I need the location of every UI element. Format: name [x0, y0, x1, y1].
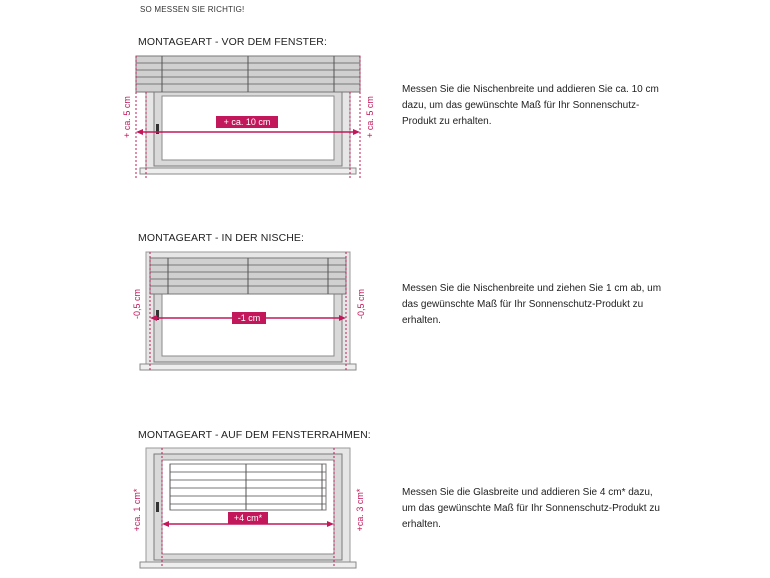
window-sill: [140, 168, 356, 174]
width-label: +4 cm*: [233, 513, 263, 523]
blind-slats: [170, 464, 326, 510]
description-auf-dem-fensterrahmen: Messen Sie die Glasbreite und addieren Sie 4 cm* dazu, um das gewünschte Maß für Ihr Sonnenschutz-Produkt zu erhalten.: [402, 487, 660, 530]
width-label: + ca. 10 cm: [223, 117, 271, 127]
left-label: -0,5 cm: [132, 288, 142, 320]
width-label: -1 cm: [237, 313, 261, 323]
section-title-auf-dem-fensterrahmen: MONTAGEART - AUF DEM FENSTERRAHMEN:: [138, 429, 371, 441]
description-vor-dem-fenster: Messen Sie die Nischenbreite und addieren Sie ca. 10 cm dazu, um das gewünschte Maß für Ihr Sonnenschutz-Produkt zu erhalten.: [402, 84, 659, 127]
diagram-in-der-nische: [110, 248, 380, 380]
diagram-vor-dem-fenster: [110, 50, 380, 185]
blind-slats: [136, 56, 360, 92]
description-in-der-nische: Messen Sie die Nischenbreite und ziehen Sie 1 cm ab, um das gewünschte Maß für Ihr Sonnenschutz-Produkt zu erhalten.: [402, 283, 662, 326]
section-title-vor-dem-fenster: MONTAGEART - VOR DEM FENSTER:: [138, 36, 327, 48]
window-sill: [140, 364, 356, 370]
right-label: +ca. 3 cm*: [355, 488, 365, 532]
blind-slats: [150, 258, 346, 294]
left-label: + ca. 5 cm: [122, 96, 132, 138]
window-glass: [162, 294, 334, 356]
window-sill: [140, 562, 356, 568]
right-label: + ca. 5 cm: [365, 96, 375, 138]
left-label: +ca. 1 cm*: [132, 488, 142, 532]
right-label: -0,5 cm: [356, 288, 366, 320]
window-handle-icon: [156, 502, 159, 512]
page-title: SO MESSEN SIE RICHTIG!: [140, 5, 245, 14]
diagram-auf-dem-fensterrahmen: [110, 444, 380, 576]
section-title-in-der-nische: MONTAGEART - IN DER NISCHE:: [138, 232, 305, 244]
